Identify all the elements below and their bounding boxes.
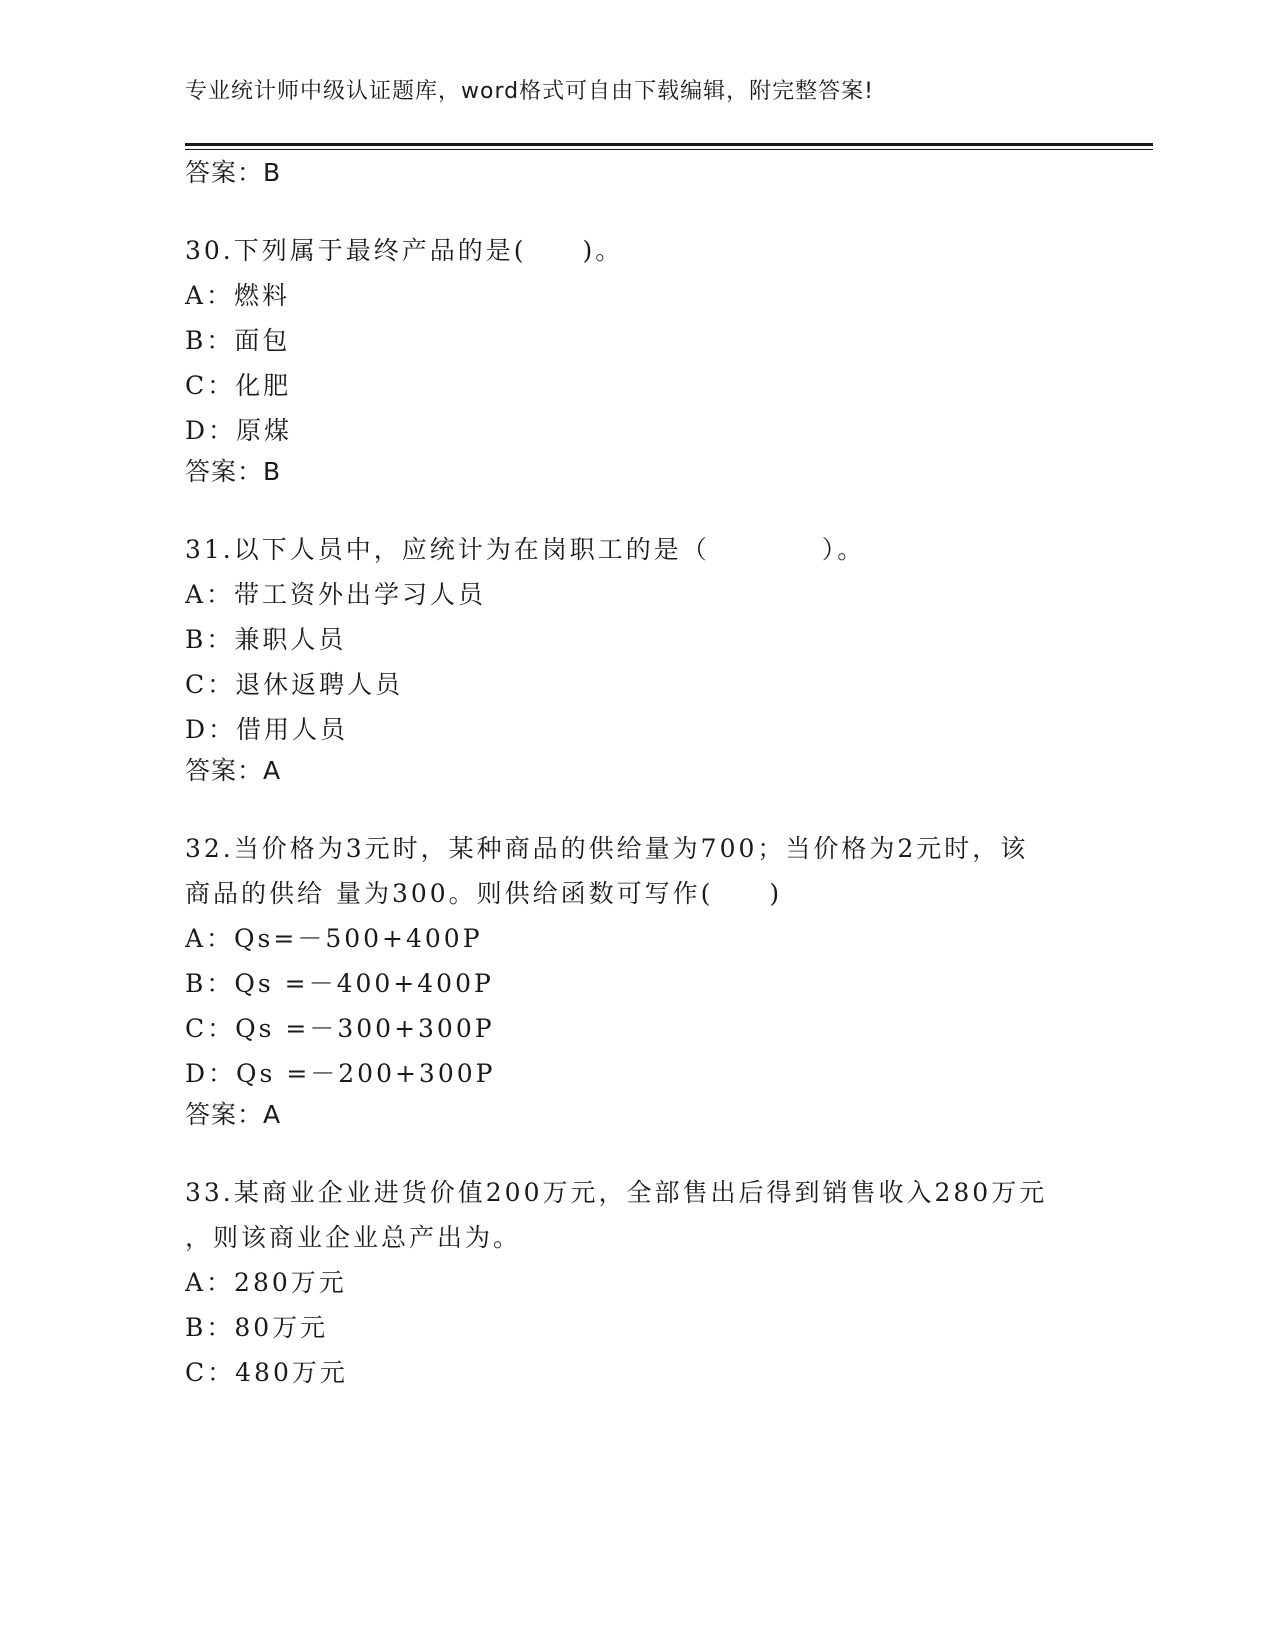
option-d: D：原煤 [185,416,293,445]
option-c: C：Qs =－300+300P [185,1014,495,1043]
page-header: 专业统计师中级认证题库，word格式可自由下载编辑，附完整答案! [185,79,874,104]
answer: 答案：A [185,756,282,785]
option-a: A：燃料 [185,281,291,310]
option-b: B：兼职人员 [185,625,347,654]
option-d: D：借用人员 [185,715,349,744]
question-32 [185,826,1085,1132]
option-a: A：带工资外出学习人员 [185,580,487,609]
option-d: D：Qs =－200+300P [185,1059,496,1088]
question-text: 33.某商业企业进货价值200万元，全部售出后得到销售收入280万元 [185,1178,1048,1207]
option-a: A：280万元 [185,1268,347,1297]
option-b: B：80万元 [185,1313,329,1342]
option-b: B：Qs =－400+400P [185,969,494,998]
question-list [185,156,1085,1395]
option-b: B：面包 [185,326,291,355]
option-c: C：化肥 [185,371,292,400]
question-31 [185,527,1085,788]
question-text-continued: ，则该商业企业总产出为。 [185,1223,522,1252]
answer: 答案：B [185,457,282,486]
question-33 [185,1170,1085,1395]
header-rule-thin [185,149,1153,150]
question-text: 30.下列属于最终产品的是( )。 [185,236,624,265]
previous-answer: 答案：B [185,158,282,187]
option-c: C：480万元 [185,1358,348,1387]
question-text: 31.以下人员中，应统计为在岗职工的是（ ）。 [185,535,866,564]
option-c: C：退休返聘人员 [185,670,404,699]
question-text-continued: 商品的供给 量为300。则供给函数可写作( ) [185,879,783,908]
question-text: 32.当价格为3元时，某种商品的供给量为700；当价格为2元时，该 [185,834,1029,863]
option-a: A：Qs=－500+400P [185,924,483,953]
header-rule-thick [185,143,1153,146]
answer: 答案：A [185,1100,282,1129]
question-30 [185,228,1085,489]
